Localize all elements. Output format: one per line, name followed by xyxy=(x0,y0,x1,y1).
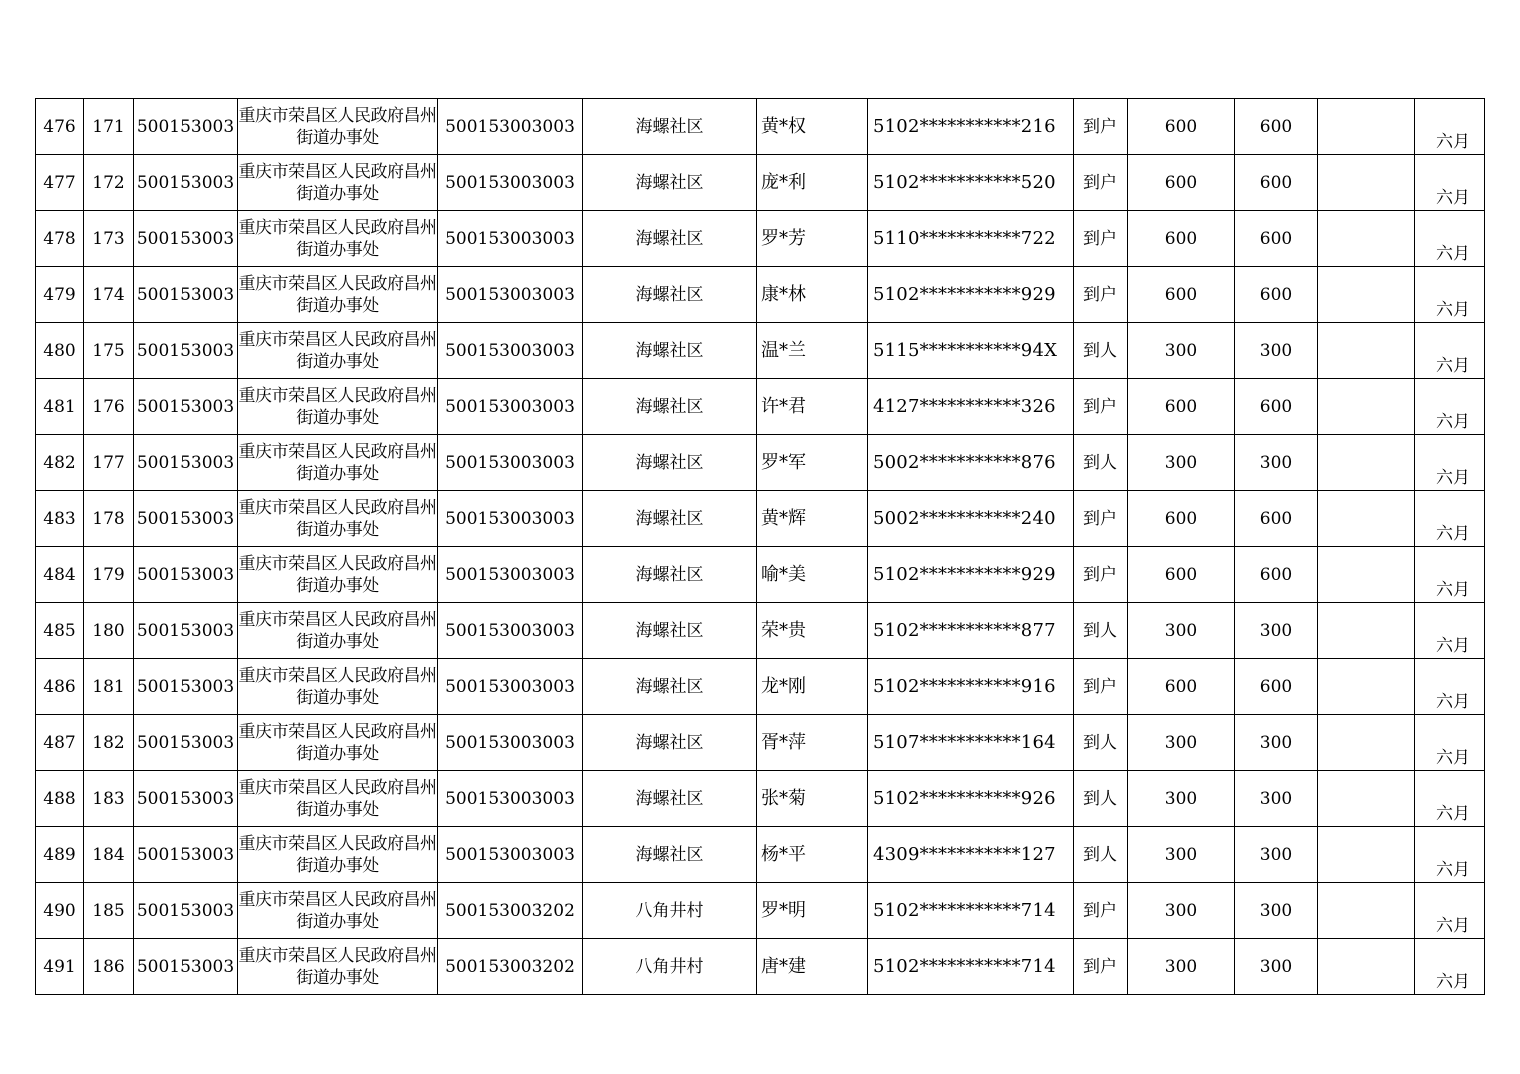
cell-name: 龙*刚 xyxy=(757,659,868,715)
cell-amount: 300 xyxy=(1128,603,1235,659)
cell-seq: 484 xyxy=(36,547,84,603)
cell-sub-seq: 174 xyxy=(84,267,134,323)
cell-note xyxy=(1318,939,1415,995)
cell-area-name: 海螺社区 xyxy=(583,771,757,827)
cell-seq: 487 xyxy=(36,715,84,771)
cell-area-name: 海螺社区 xyxy=(583,323,757,379)
cell-unit-name: 重庆市荣昌区人民政府昌州街道办事处 xyxy=(238,771,438,827)
cell-sub-seq: 176 xyxy=(84,379,134,435)
cell-sub-seq: 183 xyxy=(84,771,134,827)
cell-amount: 600 xyxy=(1128,267,1235,323)
cell-note xyxy=(1318,435,1415,491)
cell-seq: 485 xyxy=(36,603,84,659)
cell-type: 到户 xyxy=(1074,659,1128,715)
cell-area-name: 八角井村 xyxy=(583,883,757,939)
cell-note xyxy=(1318,379,1415,435)
cell-area-code: 500153003202 xyxy=(438,883,583,939)
cell-type: 到人 xyxy=(1074,435,1128,491)
table-row xyxy=(36,267,1485,323)
cell-sub-seq: 184 xyxy=(84,827,134,883)
cell-sub-seq: 179 xyxy=(84,547,134,603)
cell-unit-name: 重庆市荣昌区人民政府昌州街道办事处 xyxy=(238,435,438,491)
cell-unit-code: 500153003 xyxy=(134,211,238,267)
cell-unit-code: 500153003 xyxy=(134,267,238,323)
cell-area-name: 海螺社区 xyxy=(583,547,757,603)
cell-area-code: 500153003003 xyxy=(438,827,583,883)
cell-id-number: 5102***********926 xyxy=(868,771,1074,827)
cell-unit-code: 500153003 xyxy=(134,939,238,995)
cell-unit-code: 500153003 xyxy=(134,883,238,939)
cell-unit-name: 重庆市荣昌区人民政府昌州街道办事处 xyxy=(238,155,438,211)
cell-amount: 600 xyxy=(1128,155,1235,211)
cell-month: 六月 xyxy=(1415,547,1485,603)
cell-amount: 300 xyxy=(1128,715,1235,771)
cell-area-name: 海螺社区 xyxy=(583,715,757,771)
cell-sub-seq: 171 xyxy=(84,99,134,155)
cell-amount-2: 300 xyxy=(1235,715,1318,771)
cell-unit-code: 500153003 xyxy=(134,603,238,659)
cell-unit-name: 重庆市荣昌区人民政府昌州街道办事处 xyxy=(238,715,438,771)
table-row xyxy=(36,715,1485,771)
cell-area-code: 500153003003 xyxy=(438,659,583,715)
cell-area-code: 500153003003 xyxy=(438,491,583,547)
cell-id-number: 4309***********127 xyxy=(868,827,1074,883)
cell-amount-2: 600 xyxy=(1235,659,1318,715)
cell-unit-name: 重庆市荣昌区人民政府昌州街道办事处 xyxy=(238,827,438,883)
cell-amount-2: 300 xyxy=(1235,603,1318,659)
cell-id-number: 5002***********876 xyxy=(868,435,1074,491)
table-row xyxy=(36,211,1485,267)
cell-note xyxy=(1318,155,1415,211)
cell-unit-code: 500153003 xyxy=(134,379,238,435)
cell-unit-name: 重庆市荣昌区人民政府昌州街道办事处 xyxy=(238,883,438,939)
cell-seq: 491 xyxy=(36,939,84,995)
cell-month: 六月 xyxy=(1415,771,1485,827)
cell-note xyxy=(1318,99,1415,155)
cell-unit-code: 500153003 xyxy=(134,155,238,211)
cell-type: 到人 xyxy=(1074,715,1128,771)
cell-area-name: 海螺社区 xyxy=(583,267,757,323)
cell-id-number: 5102***********916 xyxy=(868,659,1074,715)
cell-amount: 300 xyxy=(1128,323,1235,379)
table-row xyxy=(36,827,1485,883)
cell-unit-name: 重庆市荣昌区人民政府昌州街道办事处 xyxy=(238,939,438,995)
table-row xyxy=(36,883,1485,939)
cell-sub-seq: 181 xyxy=(84,659,134,715)
table-row xyxy=(36,435,1485,491)
cell-unit-name: 重庆市荣昌区人民政府昌州街道办事处 xyxy=(238,323,438,379)
cell-unit-code: 500153003 xyxy=(134,323,238,379)
cell-area-name: 海螺社区 xyxy=(583,155,757,211)
cell-unit-code: 500153003 xyxy=(134,715,238,771)
cell-unit-name: 重庆市荣昌区人民政府昌州街道办事处 xyxy=(238,603,438,659)
cell-seq: 478 xyxy=(36,211,84,267)
cell-unit-code: 500153003 xyxy=(134,99,238,155)
cell-sub-seq: 186 xyxy=(84,939,134,995)
cell-amount-2: 600 xyxy=(1235,99,1318,155)
cell-area-name: 海螺社区 xyxy=(583,491,757,547)
table-row xyxy=(36,659,1485,715)
cell-month: 六月 xyxy=(1415,939,1485,995)
cell-amount: 300 xyxy=(1128,771,1235,827)
cell-amount: 300 xyxy=(1128,883,1235,939)
cell-area-code: 500153003202 xyxy=(438,939,583,995)
table-row xyxy=(36,547,1485,603)
cell-sub-seq: 178 xyxy=(84,491,134,547)
cell-amount-2: 600 xyxy=(1235,379,1318,435)
cell-unit-name: 重庆市荣昌区人民政府昌州街道办事处 xyxy=(238,211,438,267)
cell-amount: 600 xyxy=(1128,379,1235,435)
cell-month: 六月 xyxy=(1415,435,1485,491)
cell-area-name: 八角井村 xyxy=(583,939,757,995)
cell-note xyxy=(1318,547,1415,603)
cell-month: 六月 xyxy=(1415,211,1485,267)
table-row xyxy=(36,155,1485,211)
cell-unit-code: 500153003 xyxy=(134,771,238,827)
cell-seq: 481 xyxy=(36,379,84,435)
cell-area-code: 500153003003 xyxy=(438,603,583,659)
cell-name: 温*兰 xyxy=(757,323,868,379)
cell-note xyxy=(1318,211,1415,267)
cell-unit-name: 重庆市荣昌区人民政府昌州街道办事处 xyxy=(238,267,438,323)
cell-unit-code: 500153003 xyxy=(134,435,238,491)
cell-name: 喻*美 xyxy=(757,547,868,603)
cell-amount: 600 xyxy=(1128,211,1235,267)
cell-name: 杨*平 xyxy=(757,827,868,883)
cell-unit-code: 500153003 xyxy=(134,659,238,715)
cell-unit-name: 重庆市荣昌区人民政府昌州街道办事处 xyxy=(238,379,438,435)
cell-area-name: 海螺社区 xyxy=(583,659,757,715)
cell-amount-2: 300 xyxy=(1235,323,1318,379)
cell-note xyxy=(1318,267,1415,323)
cell-seq: 483 xyxy=(36,491,84,547)
cell-seq: 490 xyxy=(36,883,84,939)
cell-amount: 600 xyxy=(1128,659,1235,715)
cell-id-number: 5102***********929 xyxy=(868,267,1074,323)
cell-unit-code: 500153003 xyxy=(134,827,238,883)
cell-id-number: 5110***********722 xyxy=(868,211,1074,267)
cell-type: 到户 xyxy=(1074,883,1128,939)
cell-name: 胥*萍 xyxy=(757,715,868,771)
cell-seq: 489 xyxy=(36,827,84,883)
cell-type: 到户 xyxy=(1074,155,1128,211)
cell-sub-seq: 172 xyxy=(84,155,134,211)
table-row xyxy=(36,771,1485,827)
cell-note xyxy=(1318,715,1415,771)
cell-amount: 300 xyxy=(1128,939,1235,995)
cell-type: 到户 xyxy=(1074,491,1128,547)
cell-name: 罗*军 xyxy=(757,435,868,491)
cell-amount: 600 xyxy=(1128,99,1235,155)
cell-month: 六月 xyxy=(1415,883,1485,939)
cell-sub-seq: 182 xyxy=(84,715,134,771)
cell-sub-seq: 177 xyxy=(84,435,134,491)
cell-unit-name: 重庆市荣昌区人民政府昌州街道办事处 xyxy=(238,659,438,715)
cell-area-code: 500153003003 xyxy=(438,379,583,435)
cell-amount: 600 xyxy=(1128,491,1235,547)
cell-amount-2: 600 xyxy=(1235,491,1318,547)
cell-area-code: 500153003003 xyxy=(438,715,583,771)
cell-amount: 300 xyxy=(1128,435,1235,491)
cell-type: 到户 xyxy=(1074,939,1128,995)
table-row xyxy=(36,99,1485,155)
cell-area-name: 海螺社区 xyxy=(583,211,757,267)
cell-area-name: 海螺社区 xyxy=(583,435,757,491)
cell-amount-2: 600 xyxy=(1235,547,1318,603)
cell-note xyxy=(1318,883,1415,939)
cell-sub-seq: 173 xyxy=(84,211,134,267)
cell-seq: 486 xyxy=(36,659,84,715)
cell-month: 六月 xyxy=(1415,99,1485,155)
cell-sub-seq: 175 xyxy=(84,323,134,379)
cell-unit-name: 重庆市荣昌区人民政府昌州街道办事处 xyxy=(238,547,438,603)
cell-note xyxy=(1318,659,1415,715)
cell-amount-2: 300 xyxy=(1235,827,1318,883)
cell-area-code: 500153003003 xyxy=(438,547,583,603)
cell-amount: 600 xyxy=(1128,547,1235,603)
cell-amount-2: 600 xyxy=(1235,267,1318,323)
cell-amount-2: 300 xyxy=(1235,771,1318,827)
cell-area-code: 500153003003 xyxy=(438,211,583,267)
cell-seq: 480 xyxy=(36,323,84,379)
cell-type: 到户 xyxy=(1074,211,1128,267)
cell-name: 黄*辉 xyxy=(757,491,868,547)
table-row xyxy=(36,323,1485,379)
cell-amount-2: 600 xyxy=(1235,155,1318,211)
cell-month: 六月 xyxy=(1415,827,1485,883)
cell-name: 张*菊 xyxy=(757,771,868,827)
cell-seq: 482 xyxy=(36,435,84,491)
cell-id-number: 5107***********164 xyxy=(868,715,1074,771)
cell-amount-2: 300 xyxy=(1235,883,1318,939)
cell-amount: 300 xyxy=(1128,827,1235,883)
cell-id-number: 5002***********240 xyxy=(868,491,1074,547)
cell-area-name: 海螺社区 xyxy=(583,379,757,435)
cell-id-number: 5102***********877 xyxy=(868,603,1074,659)
cell-name: 康*林 xyxy=(757,267,868,323)
cell-area-name: 海螺社区 xyxy=(583,827,757,883)
cell-month: 六月 xyxy=(1415,155,1485,211)
cell-month: 六月 xyxy=(1415,603,1485,659)
cell-name: 罗*芳 xyxy=(757,211,868,267)
cell-unit-name: 重庆市荣昌区人民政府昌州街道办事处 xyxy=(238,491,438,547)
table-row xyxy=(36,491,1485,547)
cell-month: 六月 xyxy=(1415,715,1485,771)
table-row xyxy=(36,939,1485,995)
cell-month: 六月 xyxy=(1415,659,1485,715)
cell-area-name: 海螺社区 xyxy=(583,99,757,155)
cell-id-number: 5102***********520 xyxy=(868,155,1074,211)
cell-sub-seq: 185 xyxy=(84,883,134,939)
cell-id-number: 5115***********94X xyxy=(868,323,1074,379)
cell-unit-name: 重庆市荣昌区人民政府昌州街道办事处 xyxy=(238,99,438,155)
cell-id-number: 5102***********929 xyxy=(868,547,1074,603)
cell-type: 到户 xyxy=(1074,547,1128,603)
cell-unit-code: 500153003 xyxy=(134,491,238,547)
cell-area-code: 500153003003 xyxy=(438,267,583,323)
cell-name: 黄*权 xyxy=(757,99,868,155)
cell-seq: 488 xyxy=(36,771,84,827)
cell-type: 到户 xyxy=(1074,379,1128,435)
cell-note xyxy=(1318,771,1415,827)
cell-area-code: 500153003003 xyxy=(438,155,583,211)
table-row xyxy=(36,603,1485,659)
cell-name: 庞*利 xyxy=(757,155,868,211)
cell-note xyxy=(1318,323,1415,379)
cell-seq: 479 xyxy=(36,267,84,323)
cell-amount-2: 600 xyxy=(1235,211,1318,267)
cell-seq: 476 xyxy=(36,99,84,155)
cell-amount-2: 300 xyxy=(1235,939,1318,995)
cell-note xyxy=(1318,491,1415,547)
cell-unit-code: 500153003 xyxy=(134,547,238,603)
cell-seq: 477 xyxy=(36,155,84,211)
data-table xyxy=(35,98,1485,995)
cell-amount-2: 300 xyxy=(1235,435,1318,491)
cell-name: 唐*建 xyxy=(757,939,868,995)
cell-type: 到户 xyxy=(1074,267,1128,323)
cell-note xyxy=(1318,827,1415,883)
cell-id-number: 5102***********216 xyxy=(868,99,1074,155)
cell-name: 荣*贵 xyxy=(757,603,868,659)
cell-name: 罗*明 xyxy=(757,883,868,939)
cell-sub-seq: 180 xyxy=(84,603,134,659)
cell-area-name: 海螺社区 xyxy=(583,603,757,659)
cell-type: 到人 xyxy=(1074,771,1128,827)
table-row xyxy=(36,379,1485,435)
cell-area-code: 500153003003 xyxy=(438,323,583,379)
cell-area-code: 500153003003 xyxy=(438,99,583,155)
cell-month: 六月 xyxy=(1415,379,1485,435)
cell-month: 六月 xyxy=(1415,323,1485,379)
cell-id-number: 5102***********714 xyxy=(868,883,1074,939)
cell-month: 六月 xyxy=(1415,267,1485,323)
table-body xyxy=(36,99,1485,995)
cell-area-code: 500153003003 xyxy=(438,771,583,827)
cell-name: 许*君 xyxy=(757,379,868,435)
cell-type: 到人 xyxy=(1074,323,1128,379)
cell-type: 到户 xyxy=(1074,99,1128,155)
cell-area-code: 500153003003 xyxy=(438,435,583,491)
cell-month: 六月 xyxy=(1415,491,1485,547)
cell-id-number: 4127***********326 xyxy=(868,379,1074,435)
cell-type: 到人 xyxy=(1074,827,1128,883)
cell-note xyxy=(1318,603,1415,659)
cell-type: 到人 xyxy=(1074,603,1128,659)
cell-id-number: 5102***********714 xyxy=(868,939,1074,995)
